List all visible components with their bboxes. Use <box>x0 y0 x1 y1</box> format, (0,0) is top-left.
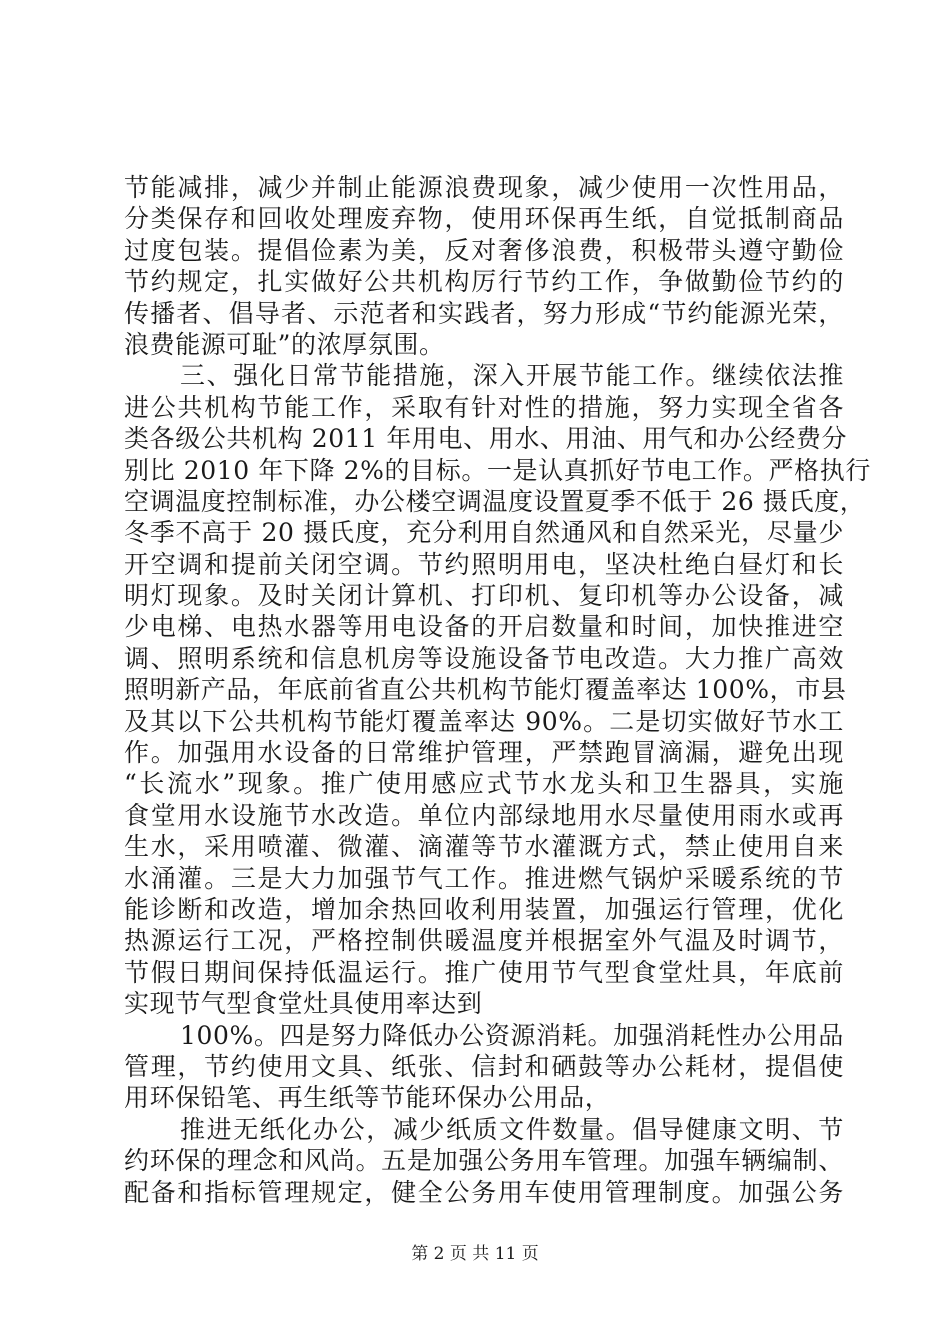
text-line: 过度包装。提倡俭素为美，反对奢侈浪费，积极带头遵守勤俭 <box>124 235 844 265</box>
text-line: 浪费能源可耻”的浓厚氛围。 <box>124 329 445 359</box>
text-line: 水涌灌。三是大力加强节气工作。推进燃气锅炉采暖系统的节 <box>124 863 844 893</box>
text-line: 明灯现象。及时关闭计算机、打印机、复印机等办公设备，减 <box>124 581 844 611</box>
text-line: 节能减排，减少并制止能源浪费现象，减少使用一次性用品， <box>124 173 844 202</box>
text-line: 推进无纸化办公，减少纸质文件数量。倡导健康文明、节 <box>180 1114 844 1144</box>
text-line: “长流水”现象。推广使用感应式节水龙头和卫生器具，实施 <box>124 769 844 799</box>
text-line: 配备和指标管理规定，健全公务用车使用管理制度。加强公务 <box>124 1177 844 1207</box>
text-line: 及其以下公共机构节能灯覆盖率达 90%。二是切实做好节水工 <box>124 706 844 736</box>
text-line: 约环保的理念和风尚。五是加强公务用车管理。加强车辆编制、 <box>124 1146 844 1176</box>
text-line: 照明新产品，年底前省直公共机构节能灯覆盖率达 100%，市县 <box>124 675 847 705</box>
text-line: 冬季不高于 20 摄氏度，充分利用自然通风和自然采光，尽量少 <box>124 518 844 548</box>
text-line: 调、照明系统和信息机房等设施设备节电改造。大力推广高效 <box>124 643 844 673</box>
page-number-footer: 第 2 页 共 11 页 <box>411 1244 539 1264</box>
document-body <box>124 172 871 1208</box>
text-line: 少电梯、电热水器等用电设备的开启数量和时间，加快推进空 <box>124 612 844 642</box>
text-line: 实现节气型食堂灶具使用率达到 <box>124 989 483 1019</box>
text-line: 三、强化日常节能措施，深入开展节能工作。继续依法推 <box>180 361 844 391</box>
text-line: 别比 2010 年下降 2%的目标。一是认真抓好节电工作。严格执行 <box>124 455 871 485</box>
text-line: 分类保存和回收处理废弃物，使用环保再生纸，自觉抵制商品 <box>124 204 844 234</box>
text-line: 节约规定，扎实做好公共机构厉行节约工作，争做勤俭节约的 <box>124 267 844 297</box>
text-line: 能诊断和改造，增加余热回收利用装置，加强运行管理，优化 <box>124 894 844 924</box>
text-line: 用环保铅笔、再生纸等节能环保办公用品， <box>124 1083 611 1113</box>
text-line: 类各级公共机构 2011 年用电、用水、用油、用气和办公经费分 <box>124 424 848 454</box>
text-line: 作。加强用水设备的日常维护管理，严禁跑冒滴漏，避免出现 <box>124 738 844 768</box>
text-line: 生水，采用喷灌、微灌、滴灌等节水灌溉方式，禁止使用自来 <box>124 832 844 862</box>
text-line: 热源运行工况，严格控制供暖温度并根据室外气温及时调节， <box>124 926 844 956</box>
text-line: 传播者、倡导者、示范者和实践者，努力形成“节约能源光荣， <box>124 298 844 328</box>
text-line: 空调温度控制标准，办公楼空调温度设置夏季不低于 26 摄氏度， <box>124 486 866 516</box>
text-line: 管理，节约使用文具、纸张、信封和硒鼓等办公耗材，提倡使 <box>124 1051 844 1081</box>
text-line: 食堂用水设施节水改造。单位内部绿地用水尽量使用雨水或再 <box>124 800 844 830</box>
text-line: 节假日期间保持低温运行。推广使用节气型食堂灶具，年底前 <box>124 957 844 987</box>
text-line: 进公共机构节能工作，采取有针对性的措施，努力实现全省各 <box>124 392 844 422</box>
text-line: 100%。四是努力降低办公资源消耗。加强消耗性办公用品 <box>180 1020 844 1050</box>
text-line: 开空调和提前关闭空调。节约照明用电，坚决杜绝白昼灯和长 <box>124 549 844 579</box>
